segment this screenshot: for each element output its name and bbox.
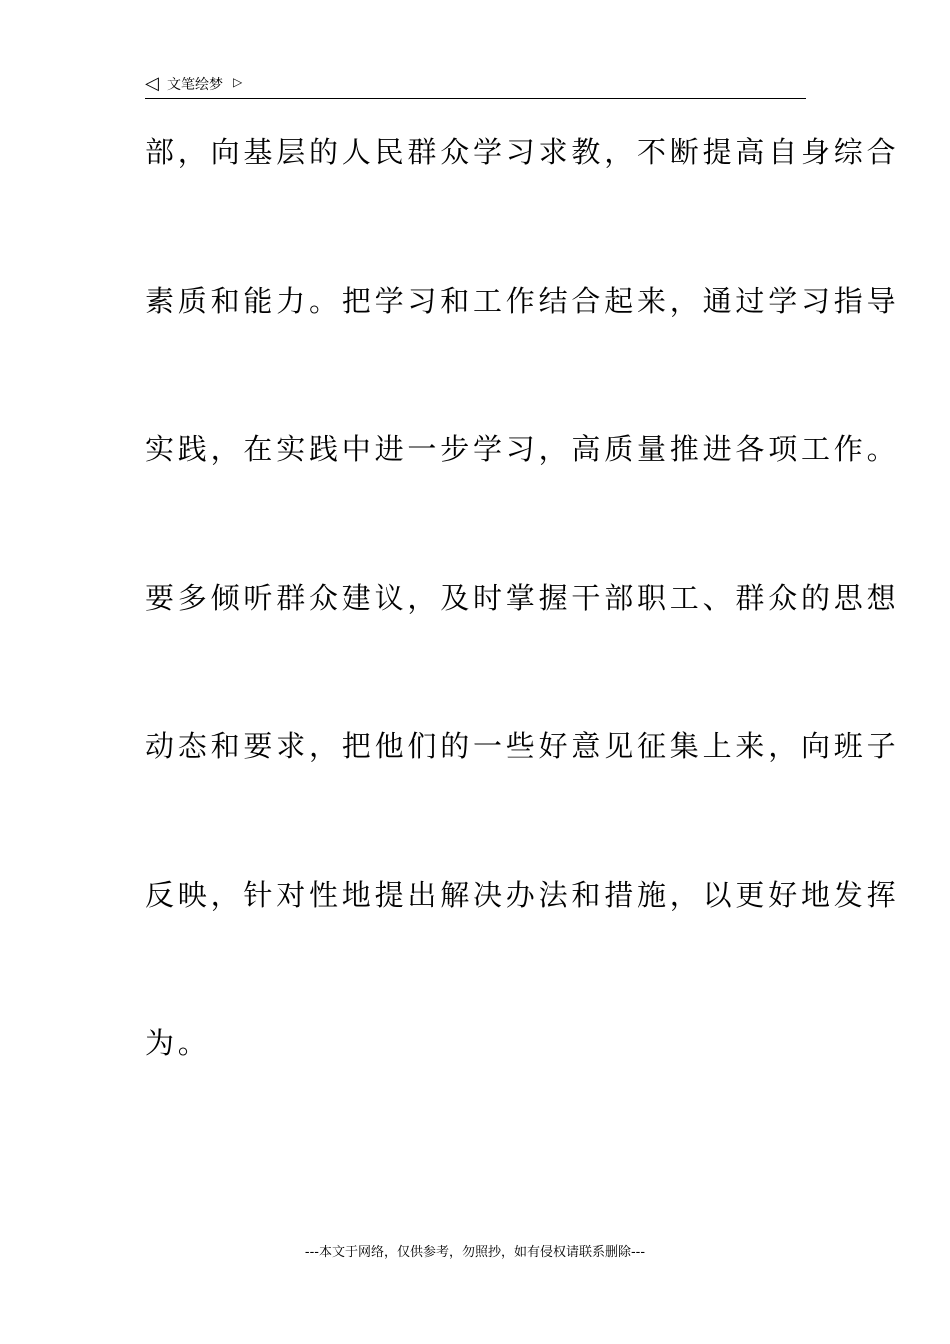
right-triangle-icon: ▷ [233,75,243,89]
body-line: 动态和要求，把他们的一些好意见征集上来，向班子 [145,729,900,763]
left-triangle-icon: ◁ [145,73,159,94]
page-footer: ---本文于网络，仅供参考，勿照抄，如有侵权请联系删除--- [304,1245,646,1260]
header-title: 文笔绘梦 [167,77,223,93]
body-line: 为。 [145,1026,211,1060]
body-line: 实践，在实践中进一步学习，高质量推进各项工作。 [145,432,900,466]
body-line: 反映，针对性地提出解决办法和措施，以更好地发挥 [145,877,900,912]
document-body [145,130,900,1170]
body-line: 要多倾听群众建议，及时掌握干部职工、群众的思想 [145,580,900,615]
body-line: 素质和能力。把学习和工作结合起来，通过学习指导 [145,283,900,318]
body-line: 部，向基层的人民群众学习求教，不断提高自身综合 [145,135,900,169]
page-header [145,72,806,99]
